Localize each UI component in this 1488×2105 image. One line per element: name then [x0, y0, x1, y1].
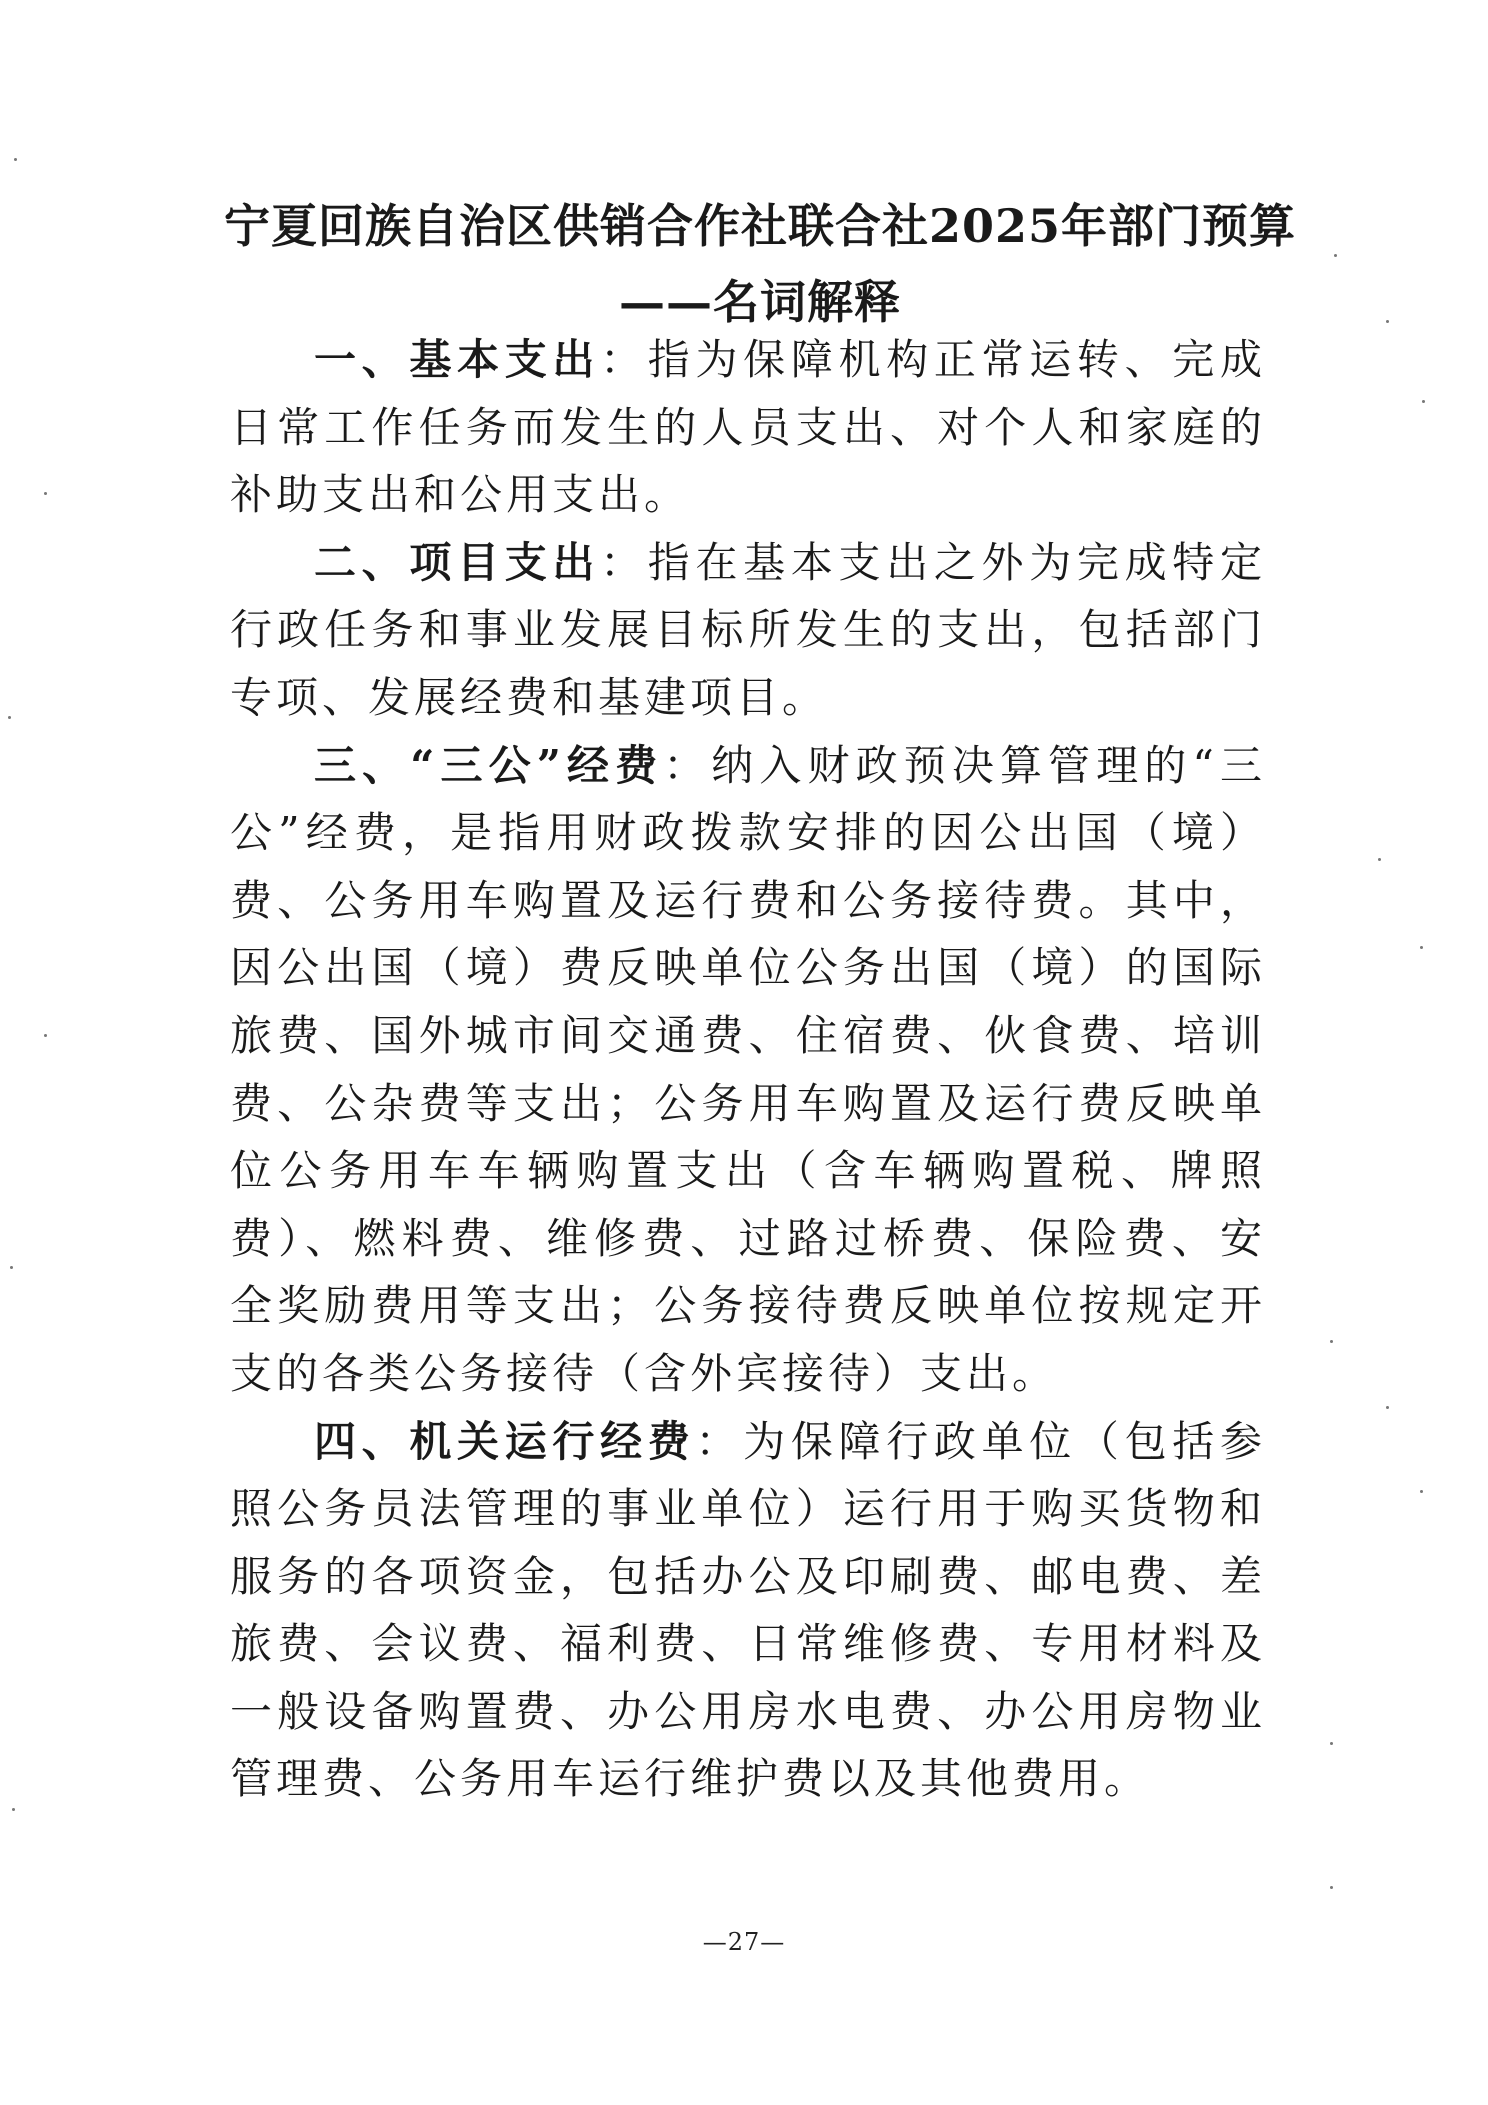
section-term: 三、“三公”经费 [314, 740, 664, 790]
scan-speck [1420, 946, 1423, 949]
scan-speck [1330, 1340, 1333, 1343]
document-body [230, 326, 1266, 1813]
scan-speck [1386, 320, 1389, 323]
document-title: 宁夏回族自治区供销合作社联合社2025年部门预算——名词解释 [223, 199, 1297, 329]
section-colon: ： [600, 335, 648, 384]
section-text: 指在基本支出之外为完成特定行政任务和事业发展目标所发生的支出，包括部门专项、发展经费和基建项目。 [230, 537, 1266, 722]
section-text: 为保障行政单位（包括参照公务员法管理的事业单位）运行用于购买货物和服务的各项资金，包括办公及印刷费、邮电费、差旅费、会议费、福利费、日常维修费、专用材料及一般设备购置费、办公用房水电费、办公用房物业管理费、公务用车运行维护费以及其他费用。 [230, 1416, 1266, 1804]
section-basic-expenditure [230, 326, 1266, 529]
section-three-public-expenses [230, 732, 1266, 1408]
scan-speck [14, 158, 17, 161]
section-term: 一、基本支出 [314, 335, 601, 384]
section-term: 四、机关运行经费 [314, 1416, 696, 1466]
section-colon: ： [695, 1416, 744, 1466]
section-text: 指为保障机构正常运转、完成日常工作任务而发生的人员支出、对个人和家庭的补助支出和公用支出。 [230, 335, 1266, 520]
page-number: —27— [702, 1928, 786, 1956]
section-colon: ： [600, 537, 648, 587]
scan-speck [1378, 858, 1381, 861]
scan-speck [1422, 400, 1425, 403]
scan-speck [44, 1034, 47, 1037]
scan-speck [1330, 1742, 1333, 1745]
scan-speck [1386, 1406, 1389, 1409]
scan-speck [10, 1266, 13, 1269]
scan-speck [8, 716, 11, 719]
section-colon: ： [663, 740, 712, 790]
scan-speck [1334, 254, 1337, 257]
scan-speck [1330, 1886, 1333, 1889]
scan-speck [1420, 1490, 1423, 1493]
scan-speck [44, 492, 47, 495]
scan-speck [12, 1808, 15, 1811]
section-project-expenditure [230, 529, 1266, 732]
section-term: 二、项目支出 [314, 537, 601, 587]
section-agency-operating-expenses [230, 1408, 1266, 1814]
section-text: 纳入财政预决算管理的“三公”经费，是指用财政拨款安排的因公出国（境）费、公务用车购置及运行费和公务接待费。其中，因公出国（境）费反映单位公务出国（境）的国际旅费、国外城市间交通费、住宿费、伙食费、培训费、公杂费等支出；公务用车购置及运行费反映单位公务用车车辆购置支出（含车辆购置税、牌照费）、燃料费、维修费、过路过桥费、保险费、安全奖励费用等支出；公务接待费反映单位按规定开支的各类公务接待（含外宾接待）支出。 [230, 740, 1266, 1398]
